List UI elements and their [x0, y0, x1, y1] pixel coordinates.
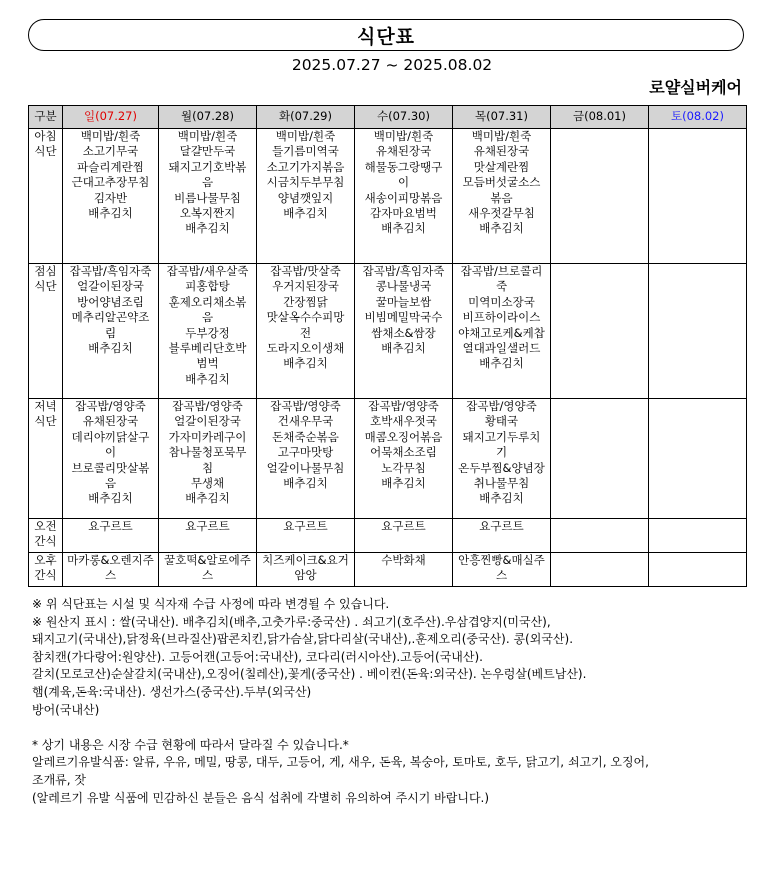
header-day-sun: 일(07.27) [63, 106, 159, 129]
menu-item: 고구마맛탕 [277, 445, 334, 460]
menu-item: 스 [495, 568, 508, 583]
header-row [29, 106, 747, 129]
menu-cell-mon [159, 399, 257, 519]
meal-label [29, 399, 63, 519]
menu-item: 온두부찜&양념장 [458, 460, 545, 475]
menu-item: 볶음 [490, 190, 513, 205]
menu-item: 잡곡밥/새우살죽 [166, 264, 249, 278]
meal-row-lunch [29, 264, 747, 399]
meal-label [29, 129, 63, 264]
menu-item: 죽 [495, 279, 508, 294]
menu-item: 해물동그랑땡구 [364, 159, 443, 174]
menu-item: 범벅 [196, 356, 219, 371]
menu-item: 침 [201, 460, 214, 475]
menu-item: 요구르트 [381, 519, 426, 533]
menu-item: 백미밥/흰죽 [275, 129, 336, 143]
menu-cell-sun [63, 129, 159, 264]
menu-item: 달걀만두국 [179, 144, 236, 159]
note-line: (알레르기 유발 식품에 민감하신 분들은 음식 섭취에 각별히 유의하여 주시기 바랍니다.) [32, 790, 490, 805]
menu-item: 배추김치 [283, 206, 328, 221]
menu-item: 잡곡밥/흑임자죽 [69, 264, 152, 278]
menu-item: 꿀마늘보쌈 [375, 294, 432, 309]
note-line: * 상기 내용은 시장 수급 현황에 따라서 달라질 수 있습니다.* [32, 737, 349, 752]
menu-cell-tue [257, 399, 355, 519]
menu-item: 유채된장국 [82, 414, 139, 429]
note-line: 조개류, 잣 [32, 772, 86, 787]
header-day-fri: 금(08.01) [551, 106, 649, 129]
menu-item: 배추김치 [185, 221, 230, 236]
menu-item: 노각무침 [381, 460, 426, 475]
meal-row-dinner [29, 399, 747, 519]
menu-item: 매콤오징어볶음 [364, 429, 443, 444]
menu-item: 새송이피망볶음 [364, 190, 443, 205]
note-line: 돼지고기(국내산),닭정육(브라질산)팝콘치킨,닭가슴살,닭다리살(국내산),.훈제오리(중국산). 콩(외국산). [32, 632, 574, 647]
menu-item: 음 [104, 476, 117, 491]
meal-label [29, 264, 63, 399]
organization-name: 로얄실버케어 [649, 78, 742, 97]
menu-item: 양념깻잎지 [277, 190, 334, 205]
menu-item: 돼지고기두루치 [462, 429, 541, 444]
menu-item: 가자미카레구이 [168, 429, 247, 444]
menu-cell-sun [63, 264, 159, 399]
meal-label-line: 저녁 [34, 399, 57, 413]
menu-cell-wed [355, 519, 453, 553]
menu-item: 요구르트 [88, 519, 133, 533]
note-line: 참치캔(가다랑어:원양산). 고등어캔(고등어:국내산), 코다리(러시아산).고등어(국내산). [32, 649, 483, 664]
menu-item: 음 [201, 175, 214, 190]
date-range: 2025.07.27 ~ 2025.08.02 [291, 56, 493, 74]
header-day-thu: 목(07.31) [453, 106, 551, 129]
menu-item: 배추김치 [381, 341, 426, 356]
meal-label-line: 점심 [34, 264, 57, 278]
header-day-tue: 화(07.29) [257, 106, 355, 129]
menu-cell-mon [159, 519, 257, 553]
menu-item: 무생채 [190, 476, 225, 491]
meal-label-line: 간식 [34, 568, 57, 583]
menu-item: 스 [201, 568, 214, 583]
meal-label-line: 아침 [34, 129, 57, 143]
menu-item: 어묵채소조림 [370, 445, 437, 460]
menu-item: 근대고추장무침 [71, 175, 150, 190]
menu-item: 블루베리단호박 [168, 341, 247, 356]
menu-item: 잡곡밥/영양죽 [172, 399, 243, 413]
menu-cell-wed [355, 264, 453, 399]
menu-item: 들기름미역국 [272, 144, 339, 159]
menu-cell-thu [453, 553, 551, 587]
menu-item: 잡곡밥/영양죽 [368, 399, 439, 413]
menu-cell-sat [649, 129, 747, 264]
menu-cell-fri [551, 399, 649, 519]
meal-label-line: 간식 [34, 534, 57, 549]
menu-item: 기 [495, 445, 508, 460]
note-line: 알레르기유발식품: 알류, 우유, 메밀, 땅콩, 대두, 고등어, 게, 새우, 돈육, 복숭아, 토마토, 호두, 닭고기, 쇠고기, 오징어, [32, 755, 649, 770]
notes-section [32, 596, 762, 807]
menu-item: 잡곡밥/브로콜리 [460, 264, 543, 278]
menu-item: 잡곡밥/맛살죽 [270, 264, 341, 278]
menu-item: 스 [104, 568, 117, 583]
meal-label-line: 식단 [34, 414, 57, 429]
menu-cell-sun [63, 519, 159, 553]
menu-item: 음 [201, 310, 214, 325]
menu-cell-tue [257, 264, 355, 399]
menu-item: 배추김치 [88, 491, 133, 506]
menu-cell-sat [649, 264, 747, 399]
menu-item: 우거지된장국 [272, 279, 339, 294]
menu-item: 백미밥/흰죽 [177, 129, 238, 143]
meal-row-morning-snack [29, 519, 747, 553]
menu-item: 얼갈이된장국 [174, 414, 241, 429]
menu-item: 백미밥/흰죽 [471, 129, 532, 143]
menu-item: 배추김치 [479, 221, 524, 236]
menu-cell-thu [453, 129, 551, 264]
meal-label-line: 식단 [34, 144, 57, 159]
meal-label-line: 식단 [34, 279, 57, 294]
menu-cell-wed [355, 399, 453, 519]
menu-cell-sat [649, 519, 747, 553]
note-line: ※ 원산지 표시 : 쌀(국내산). 배추김치(배추,고춧가루:중국산) . 쇠고기(호주산).우삼겹양지(미국산), [32, 614, 551, 629]
menu-cell-thu [453, 264, 551, 399]
menu-item: 백미밥/흰죽 [373, 129, 434, 143]
menu-item: 맛살옥수수피망 [266, 310, 345, 325]
menu-item: 취나물무침 [473, 476, 530, 491]
menu-item: 열대과일샐러드 [462, 341, 541, 356]
menu-item: 유채된장국 [473, 144, 530, 159]
menu-item: 배추김치 [283, 356, 328, 371]
menu-item: 호박새우젓국 [370, 414, 437, 429]
menu-item: 요구르트 [283, 519, 328, 533]
menu-item: 배추김치 [88, 341, 133, 356]
menu-item: 배추김치 [381, 221, 426, 236]
menu-cell-mon [159, 553, 257, 587]
menu-item: 백미밥/흰죽 [80, 129, 141, 143]
menu-cell-fri [551, 264, 649, 399]
menu-cell-fri [551, 129, 649, 264]
menu-item: 건새우무국 [277, 414, 334, 429]
menu-cell-sat [649, 399, 747, 519]
note-line: 방어(국내산) [32, 702, 100, 717]
menu-cell-sun [63, 553, 159, 587]
menu-cell-tue [257, 519, 355, 553]
menu-item: 잡곡밥/영양죽 [270, 399, 341, 413]
menu-item: 두부강정 [185, 325, 230, 340]
menu-item: 잡곡밥/흑임자죽 [362, 264, 445, 278]
menu-item: 야채고로케&케찹 [458, 325, 545, 340]
menu-item: 요구르트 [479, 519, 524, 533]
menu-item: 치즈케이크&요거 [262, 553, 349, 567]
menu-cell-mon [159, 264, 257, 399]
menu-item: 시금치두부무침 [266, 175, 345, 190]
menu-title [28, 19, 744, 51]
menu-item: 황태국 [484, 414, 519, 429]
menu-cell-wed [355, 129, 453, 264]
menu-item: 얼갈이된장국 [77, 279, 144, 294]
menu-item: 요구르트 [185, 519, 230, 533]
note-line: ※ 위 식단표는 시설 및 식자재 수급 사정에 따라 변경될 수 있습니다. [32, 597, 390, 611]
menu-item: 전 [299, 325, 312, 340]
meal-row-afternoon-snack [29, 553, 747, 587]
menu-cell-tue [257, 129, 355, 264]
menu-item: 이 [397, 175, 410, 190]
menu-item: 피홍합탕 [185, 279, 230, 294]
menu-cell-thu [453, 399, 551, 519]
menu-cell-mon [159, 129, 257, 264]
menu-item: 배추김치 [381, 476, 426, 491]
menu-item: 비빔메밀막국수 [364, 310, 443, 325]
menu-item: 잡곡밥/영양죽 [466, 399, 537, 413]
menu-item: 얼갈이나물무침 [266, 460, 345, 475]
menu-item: 마카롱&오렌지주 [67, 553, 154, 567]
menu-item: 배추김치 [479, 491, 524, 506]
menu-cell-thu [453, 519, 551, 553]
menu-item: 도라지오이생채 [266, 341, 345, 356]
menu-item: 수박화채 [381, 553, 426, 567]
menu-item: 새우젓갈무침 [468, 206, 535, 221]
menu-item: 유채된장국 [375, 144, 432, 159]
menu-item: 돼지고기호박볶 [168, 159, 247, 174]
menu-item: 배추김치 [185, 491, 230, 506]
meal-label-line: 오전 [34, 519, 57, 533]
menu-cell-fri [551, 519, 649, 553]
menu-item: 소고기무국 [82, 144, 139, 159]
menu-cell-tue [257, 553, 355, 587]
meal-label [29, 519, 63, 553]
menu-item: 이 [104, 445, 117, 460]
menu-table [28, 105, 747, 587]
menu-item: 간장찜닭 [283, 294, 328, 309]
meal-label-line: 오후 [34, 553, 57, 567]
menu-cell-sat [649, 553, 747, 587]
menu-item: 잡곡밥/영양죽 [75, 399, 146, 413]
header-day-sat: 토(08.02) [649, 106, 747, 129]
menu-cell-sun [63, 399, 159, 519]
menu-item: 데리야끼닭살구 [71, 429, 150, 444]
header-day-wed: 수(07.30) [355, 106, 453, 129]
menu-item: 배추김치 [283, 476, 328, 491]
menu-item: 배추김치 [88, 206, 133, 221]
menu-item: 모듬버섯굴소스 [462, 175, 541, 190]
menu-item: 안흥찐빵&매실주 [458, 553, 545, 567]
menu-item: 꿀호떡&알로에주 [164, 553, 251, 567]
menu-item: 콩나물냉국 [375, 279, 432, 294]
menu-item: 감자마요범벅 [370, 206, 437, 221]
menu-item: 훈제오리채소볶 [168, 294, 247, 309]
menu-item: 참나물청포묵무 [168, 445, 247, 460]
note-line: 햄(계육,돈육:국내산). 생선가스(중국산).두부(외국산) [32, 684, 312, 699]
menu-item: 비프하이라이스 [462, 310, 541, 325]
note-line: 갈치(모로코산)순살갈치(국내산),오징어(칠레산),꽃게(중국산) . 베이컨(돈육:외국산). 논우렁살(베트남산). [32, 667, 587, 682]
menu-item: 암앙 [294, 568, 317, 583]
menu-item: 돈채죽순볶음 [272, 429, 339, 444]
menu-item: 브로콜리맛살볶 [71, 460, 150, 475]
menu-item: 맛살계란찜 [473, 159, 530, 174]
header-day-mon: 월(07.28) [159, 106, 257, 129]
menu-item: 메추리알곤약조 [71, 310, 150, 325]
menu-item: 김자반 [93, 190, 128, 205]
header-category: 구분 [29, 106, 63, 129]
meal-row-breakfast [29, 129, 747, 264]
menu-item: 미역미소장국 [468, 294, 535, 309]
menu-item: 방어양념조림 [77, 294, 144, 309]
menu-item: 소고기가지볶음 [266, 159, 345, 174]
meal-label [29, 553, 63, 587]
menu-item: 비름나물무침 [174, 190, 241, 205]
menu-title-text: 식단표 [356, 25, 416, 48]
menu-item: 배추김치 [185, 371, 230, 386]
menu-cell-wed [355, 553, 453, 587]
menu-item: 파슬리계란찜 [77, 159, 144, 174]
menu-item: 오복지짠지 [179, 206, 236, 221]
note-line [32, 719, 762, 737]
menu-cell-fri [551, 553, 649, 587]
menu-item: 배추김치 [479, 356, 524, 371]
menu-item: 림 [104, 325, 117, 340]
menu-item: 쌈채소&쌈장 [371, 325, 436, 340]
